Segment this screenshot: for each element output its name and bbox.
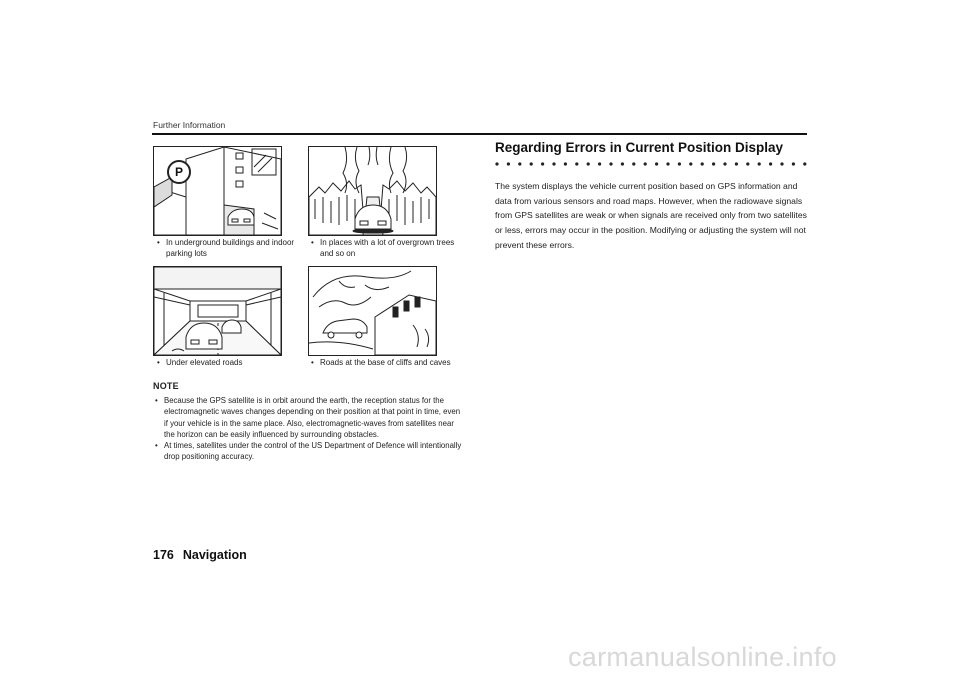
rule-dot [666,162,669,165]
note-item-text: Because the GPS satellite is in orbit around the earth, the reception status for the electromagnetic waves changes depending on their position at that point in time, even if your vehicle is in the same place. Also, electromagnetic-waves from satellites near the horizon can be easily influenced by surrounding obstacles. [164,396,461,439]
bullet-glyph: • [311,358,314,367]
rule-dot [495,162,498,165]
note-bullet: • [155,396,158,405]
rule-dot [803,162,806,165]
dotted-rule [494,161,808,167]
rule-dot [769,162,772,165]
caption-text: Under elevated roads [166,358,243,367]
rule-dot [792,162,795,165]
rule-dot [518,162,521,165]
note-item-text: At times, satellites under the control of the US Department of Defence will intentionally drop positioning accuracy. [164,441,462,462]
rule-dot [655,162,658,165]
caption-text: In underground buildings and indoor parking lots [166,238,295,258]
parking-sign-letter: P [174,165,183,179]
chapter-name: Navigation [182,548,247,562]
rule-dot [701,162,704,165]
section-title: Regarding Errors in Current Position Display [495,140,784,155]
rule-dot [644,162,647,165]
note-item [153,395,465,440]
rule-dot [678,162,681,165]
caption-text: Roads at the base of cliffs and caves [320,358,451,367]
bullet-glyph: • [311,238,314,247]
illustration-underground-parking [153,146,282,236]
rule-dot [758,162,761,165]
note-heading: NOTE [153,381,179,391]
illustration-overgrown-trees [308,146,437,236]
bullet-glyph: • [157,358,160,367]
note-list [153,395,465,463]
illustration-caption [311,358,463,369]
rule-dot [575,162,578,165]
rule-dot [689,162,692,165]
rule-dot [746,162,749,165]
illustration-caption [311,238,461,259]
rule-dot [564,162,567,165]
page-number: 176 [153,548,174,562]
illustration-caption [157,238,309,259]
rule-dot [632,162,635,165]
rule-dot [541,162,544,165]
section-body: The system displays the vehicle current position based on GPS information and data from various sensors and road maps. However, when the radiowave signals from GPS satellites are weak or when signals are received only from two satellites or less, errors may occur in the position. Modifying or adjusting the system will not prevent these errors. [495,181,807,250]
rule-dot [552,162,555,165]
page-footer [153,548,247,562]
rule-dot [609,162,612,165]
rule-dot [735,162,738,165]
header-rule [152,133,807,135]
rule-dot [587,162,590,165]
rule-dot [723,162,726,165]
caption-text: In places with a lot of overgrown trees and so on [320,238,455,258]
note-item [153,440,465,463]
rule-dot [712,162,715,165]
running-header: Further Information [153,120,226,130]
bullet-glyph: • [157,238,160,247]
illustration-elevated-roads [153,266,282,356]
illustration-caption [157,358,307,369]
rule-dot [530,162,533,165]
rule-dot [507,162,510,165]
rule-dot [621,162,624,165]
parking-sign [167,160,191,184]
illustration-cliffs-caves [308,266,437,356]
rule-dot [598,162,601,165]
rule-dot [780,162,783,165]
note-bullet: • [155,441,158,451]
watermark: carmanualsonline.info [568,642,837,672]
